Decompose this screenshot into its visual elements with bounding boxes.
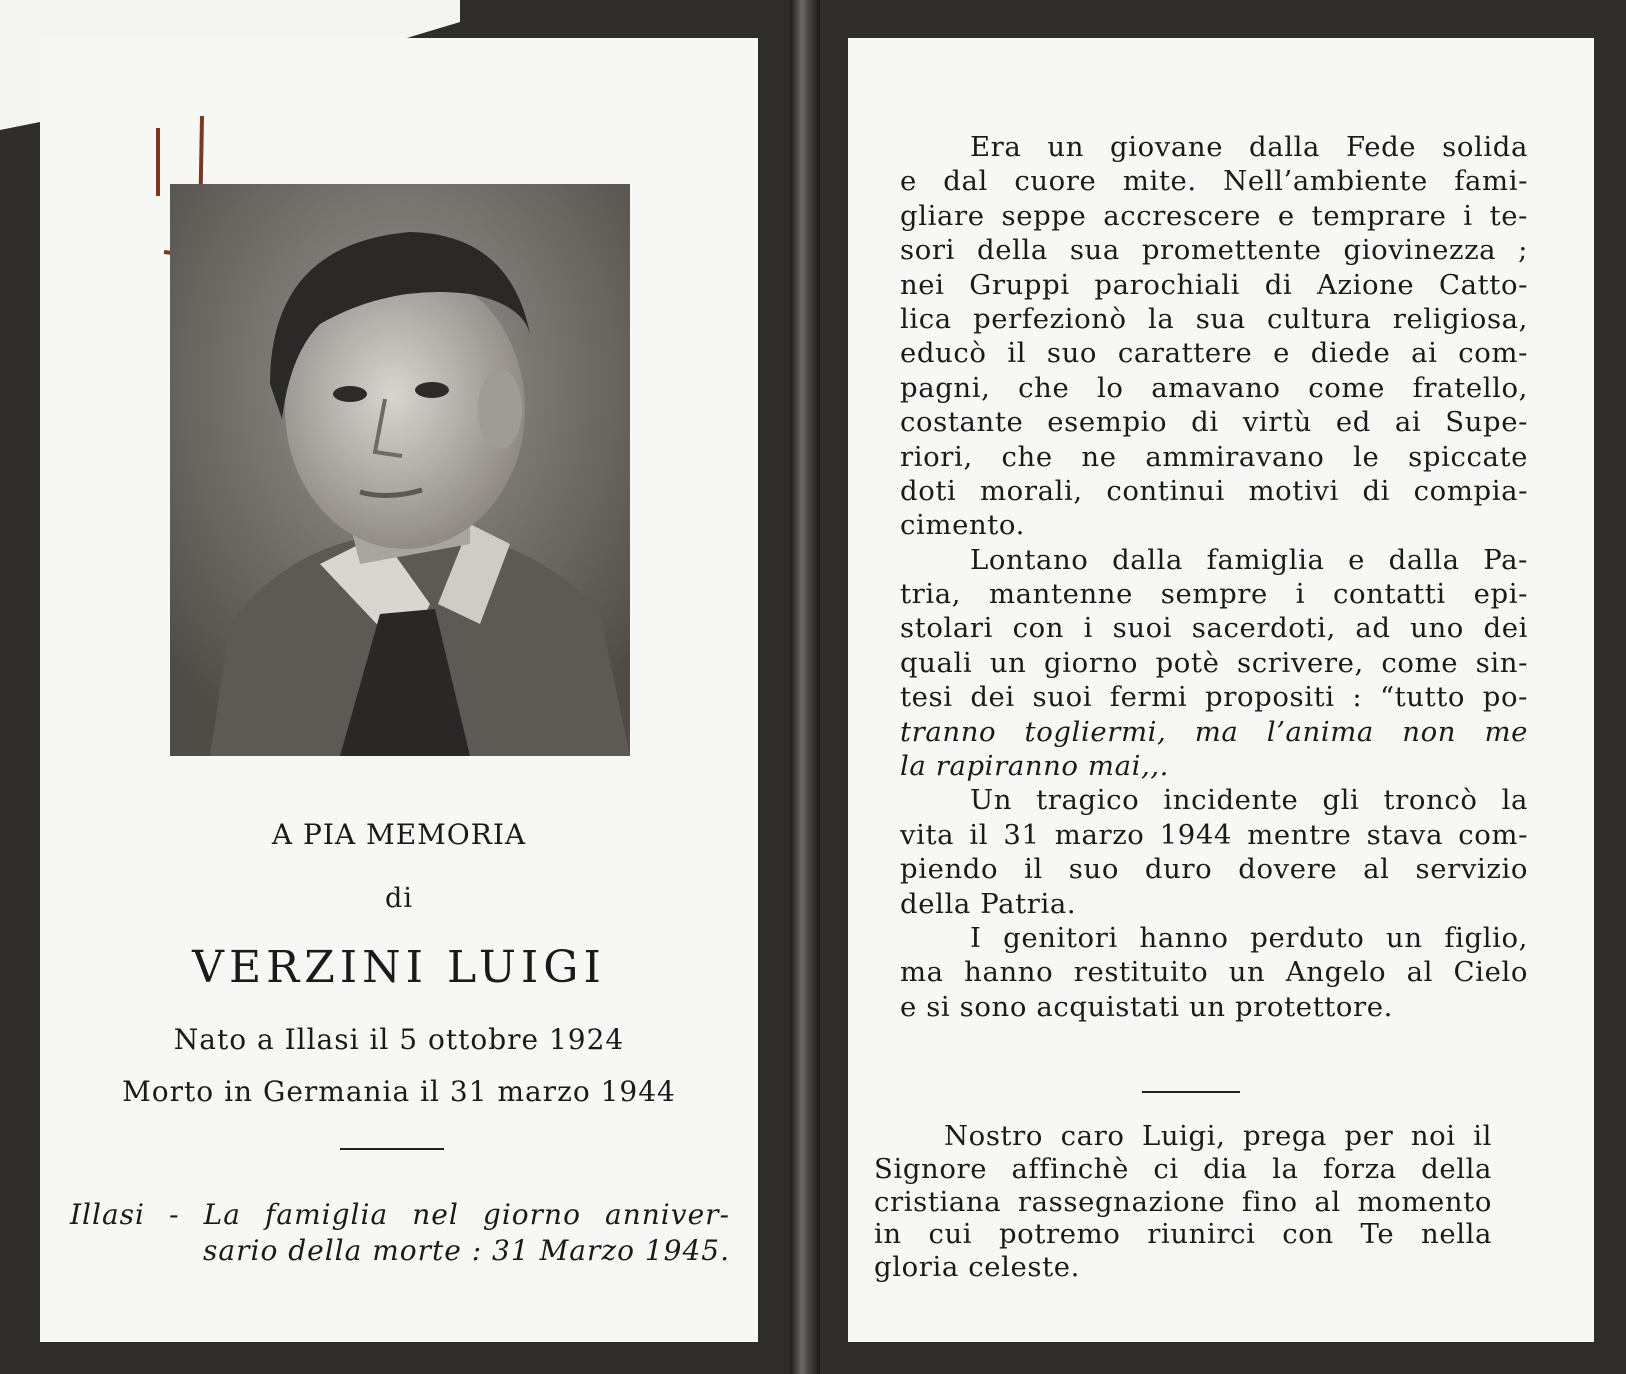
text-line: in cui potremo riunirci con Te nella: [874, 1218, 1492, 1251]
text-line: e dal cuore mite. Nell’ambiente fami-: [900, 165, 1528, 198]
text-line: riori, che ne ammiravano le spiccate: [900, 440, 1528, 473]
text-line: ma hanno restituito un Angelo al Cielo: [900, 956, 1528, 989]
text-line: Lontano dalla famiglia e dalla Pa-: [970, 543, 1528, 576]
memorial-di: di: [385, 883, 413, 914]
birth-line: Nato a Illasi il 5 ottobre 1924: [173, 1023, 625, 1056]
text-line: stolari con i suoi sacerdoti, ad uno dei: [900, 612, 1528, 645]
text-line: piendo il suo duro dovere al servizio: [900, 853, 1528, 886]
text-line: nei Gruppi parochiali di Azione Catto-: [900, 268, 1528, 301]
text-line: e si sono acquistati un protettore.: [900, 990, 1394, 1023]
text-line: la rapiranno mai,,.: [900, 750, 1170, 783]
text-line: vita il 31 marzo 1944 mentre stava com-: [900, 818, 1528, 851]
divider-rule: [1142, 1091, 1240, 1093]
text-line: tesi dei suoi fermi propositi : “tutto po-: [900, 681, 1528, 714]
divider-rule: [340, 1148, 444, 1150]
text-line: tranno togliermi, ma l’anima non me: [900, 715, 1528, 748]
text-line: pagni, che lo amavano come fratello,: [900, 371, 1528, 404]
family-line-2: sario della morte : 31 Marzo 1945.: [203, 1234, 730, 1267]
text-line: Era un giovane dalla Fede solida: [970, 131, 1528, 163]
text-line: sori della sua promettente giovinezza ;: [900, 234, 1528, 267]
portrait-photo: [170, 184, 630, 756]
text-line: I genitori hanno perduto un figlio,: [970, 921, 1528, 954]
memorial-heading: A PIA MEMORIA: [271, 818, 527, 851]
death-line: Morto in Germania il 31 marzo 1944: [122, 1075, 676, 1108]
text-line: lica perfezionò la sua cultura religiosa,: [900, 302, 1528, 335]
memorial-card-inside: [848, 38, 1594, 1342]
memorial-card-front: [40, 38, 758, 1342]
card-fold: [790, 0, 820, 1374]
text-line: doti morali, continui motivi di compia-: [900, 474, 1528, 507]
deceased-name: VERZINI LUIGI: [192, 942, 606, 993]
tribute-text: [900, 130, 1528, 1024]
closing-prayer: [874, 1120, 1492, 1284]
text-line: cimento.: [900, 509, 1025, 542]
text-line: della Patria.: [900, 887, 1077, 920]
family-line-1: Illasi - La famiglia nel giorno anniver-: [70, 1198, 730, 1231]
text-line: educò il suo carattere e diede ai com-: [900, 337, 1528, 370]
text-line: cristiana rassegnazione fino al momento: [874, 1185, 1492, 1218]
text-line: gliare seppe accrescere e temprare i te-: [900, 199, 1528, 232]
text-line: Signore affinchè ci dia la forza della: [874, 1152, 1492, 1185]
text-line: costante esempio di virtù ed ai Supe-: [900, 406, 1528, 439]
text-line: gloria celeste.: [874, 1251, 1080, 1284]
text-line: quali un giorno potè scrivere, come sin-: [900, 646, 1528, 679]
text-line: tria, mantenne sempre i contatti epi-: [900, 578, 1528, 611]
text-line: Un tragico incidente gli troncò la: [970, 784, 1528, 817]
text-line: Nostro caro Luigi, prega per noi il: [944, 1120, 1492, 1152]
